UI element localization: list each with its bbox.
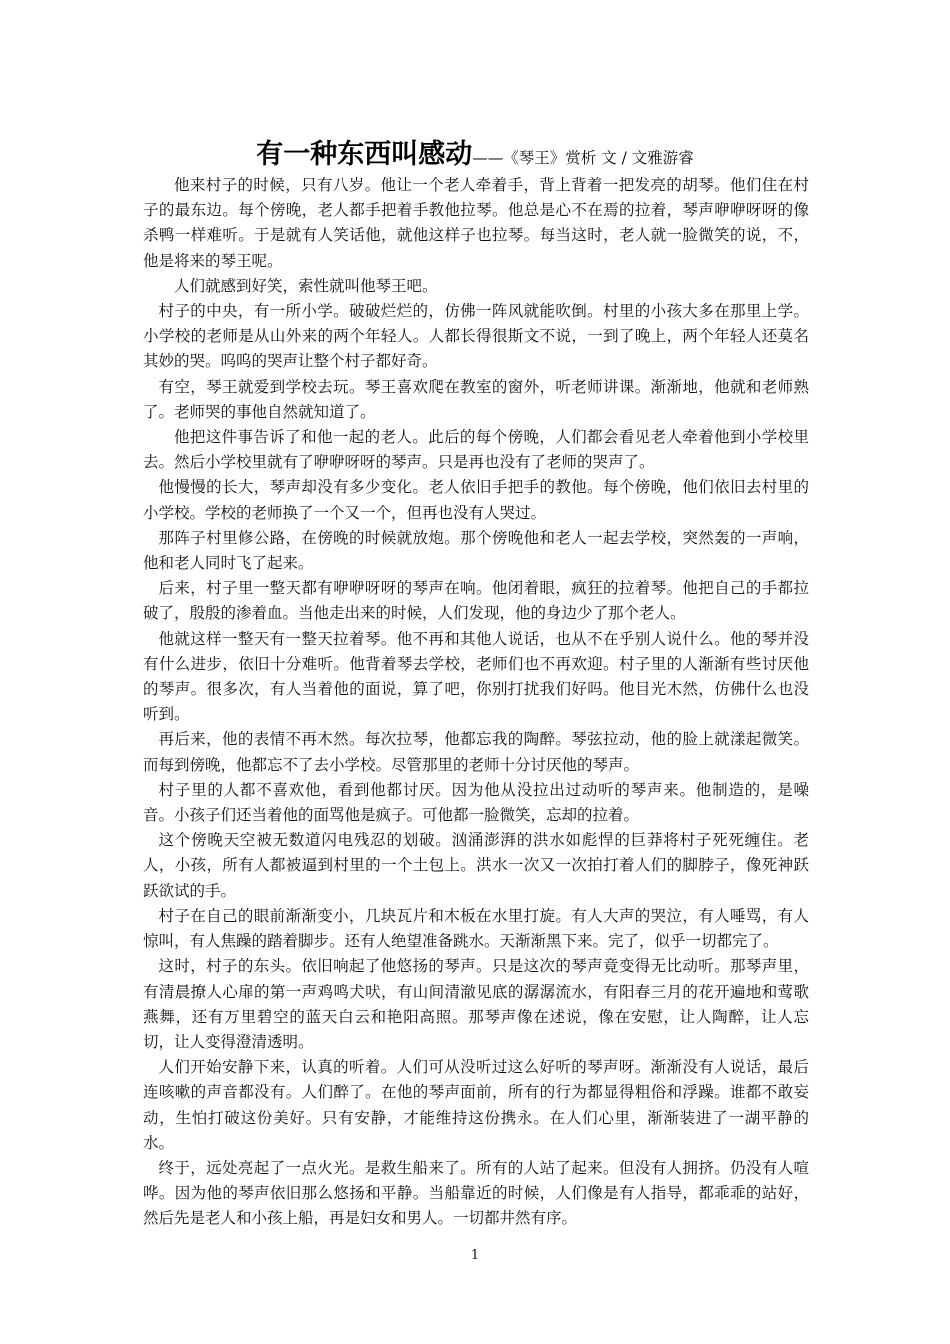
paragraph: 那阵子村里修公路，在傍晚的时候就放炮。那个傍晚他和老人一起去学校，突然轰的一声响，他和老人同时飞了起来。 — [143, 528, 809, 573]
paragraph: 村子的中央，有一所小学。破破烂烂的，仿佛一阵风就能吹倒。村里的小孩大多在那里上学。小学校的老师是从山外来的两个年轻人。人都长得很斯文不说，一到了晚上，两个年轻人还莫名其妙的哭。呜呜的哭声让整个村子都好奇。 — [143, 302, 809, 371]
paragraph: 再后来，他的表情不再木然。每次拉琴，他都忘我的陶醉。琴弦拉动，他的脸上就漾起微笑。而每到傍晚，他都忘不了去小学校。尽管那里的老师十分讨厌他的琴声。 — [143, 730, 809, 774]
paragraph: 人们开始安静下来，认真的听着。人们可从没听过这么好听的琴声呀。渐渐没有人说话，最后连咳嗽的声音都没有。人们醉了。在他的琴声面前，所有的行为都显得粗俗和浮躁。谁都不敢妄动，生怕打破这份美好。只有安静，才能维持这份携永。在人们心里，渐渐装进了一湖平静的水。 — [143, 1058, 809, 1152]
paragraph: 他来村子的时候，只有八岁。他让一个老人牵着手，背上背着一把发亮的胡琴。他们住在村子的最东边。每个傍晚，老人都手把着手教他拉琴。他总是心不在焉的拉着，琴声咿咿呀呀的像杀鸭一样难听。于是就有人笑话他，就他这样子也拉琴。每当这时，老人就一脸微笑的说，不，他是将来的琴王呢。 — [143, 176, 809, 270]
paragraph: 他慢慢的长大，琴声却没有多少变化。老人依旧手把手的教他。每个傍晚，他们依旧去村里的小学校。学校的老师换了一个又一个，但再也没有人哭过。 — [143, 478, 809, 522]
paragraph: 村子在自己的眼前渐渐变小，几块瓦片和木板在水里打旋。有人大声的哭泣，有人唾骂，有人惊叫，有人焦躁的踏着脚步。还有人绝望准备跳水。天渐渐黑下来。完了，似乎一切都完了。 — [143, 906, 809, 951]
title-line — [0, 132, 950, 171]
article-subtitle: ——《琴王》赏析 文 / 文雅游睿 — [472, 149, 694, 167]
paragraph: 后来，村子里一整天都有咿咿呀呀的琴声在响。他闭着眼，疯狂的拉着琴。他把自己的手都拉破了，殷殷的渗着血。当他走出来的时候，人们发现，他的身边少了那个老人。 — [143, 579, 809, 623]
paragraph: 这时，村子的东头。依旧响起了他悠扬的琴声。只是这次的琴声竟变得无比动听。那琴声里，有清晨撩人心扉的第一声鸡鸣犬吠，有山间清澈见底的潺潺流水，有阳春三月的花开遍地和莺歌燕舞，还有万里碧空的蓝天白云和艳阳高照。那琴声像在述说，像在安慰，让人陶醉，让人忘切，让人变得澄清透明。 — [143, 957, 809, 1051]
paragraph: 村子里的人都不喜欢他，看到他都讨厌。因为他从没拉出过动听的琴声来。他制造的，是噪音。小孩子们还当着他的面骂他是疯子。可他都一脸微笑，忘却的拉着。 — [143, 780, 809, 825]
paragraph: 他就这样一整天有一整天拉着琴。他不再和其他人说话，也从不在乎别人说什么。他的琴并没有什么进步，依旧十分难听。他背着琴去学校，老师们也不再欢迎。村子里的人渐渐有些讨厌他的琴声。很多次，有人当着他的面说，算了吧，你别打扰我们好吗。他目光木然，仿佛什么也没听到。 — [143, 629, 809, 724]
paragraph: 终于，远处亮起了一点火光。是救生船来了。所有的人站了起来。但没有人拥挤。仍没有人喧哗。因为他的琴声依旧那么悠扬和平静。当船靠近的时候，人们像是有人指导，都乖乖的站好，然后先是老人和小孩上船，再是妇女和男人。一切都井然有序。 — [143, 1158, 809, 1228]
paragraph: 他把这件事告诉了和他一起的老人。此后的每个傍晚，人们都会看见老人牵着他到小学校里去。然后小学校里就有了咿咿呀呀的琴声。只是再也没有了老师的哭声了。 — [143, 428, 809, 472]
paragraph: 人们就感到好笑，索性就叫他琴王吧。 — [174, 276, 438, 295]
paragraph: 这个傍晚天空被无数道闪电残忍的划破。汹涌澎湃的洪水如彪悍的巨莽将村子死死缠住。老人，小孩，所有人都被逼到村里的一个土包上。洪水一次又一次拍打着人们的脚脖子，像死神跃跃欲试的手。 — [143, 831, 809, 900]
paragraph: 有空，琴王就爱到学校去玩。琴王喜欢爬在教室的窗外，听老师讲课。渐渐地，他就和老师熟了。老师哭的事他自然就知道了。 — [143, 377, 809, 421]
article-title: 有一种东西叫感动 — [256, 139, 473, 170]
article-body — [143, 173, 809, 1232]
page-number: 1 — [470, 1248, 480, 1263]
